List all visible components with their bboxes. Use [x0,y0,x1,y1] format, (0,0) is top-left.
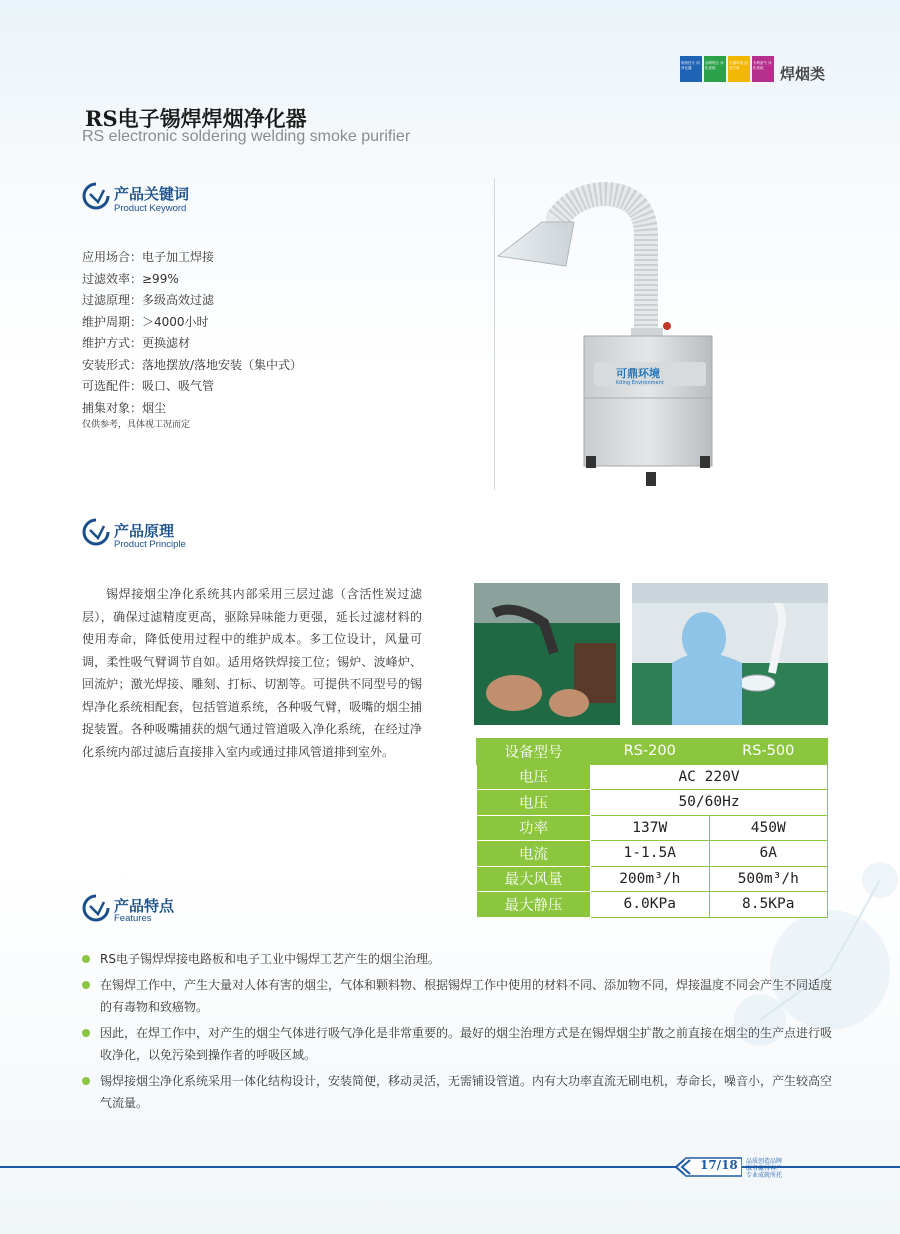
workshop-photo-1 [474,583,620,725]
badge-2: 油雾烟尘 净化系统 [704,56,726,82]
table-cell-label: 电流 [477,841,591,867]
keyword-item: 安装形式：落地摆放/落地安装（集中式） [82,357,303,372]
section-icon [80,516,112,548]
brand-badges [680,56,774,82]
slogan-line: 服务赢得客户 [746,1165,783,1172]
keyword-section-subtitle: Product Keyword [114,203,187,214]
table-header-cell: RS-200 [591,739,710,765]
table-row [477,892,828,918]
keyword-item: 可选配件：吸口、吸气管 [82,379,215,393]
keyword-item: 过滤效率：≥99% [82,271,179,286]
table-row [477,841,828,867]
table-cell-label: 电压 [477,790,591,816]
table-cell-value: 8.5KPa [709,892,828,918]
keyword-item: 维护周期：＞4000小时 [82,314,209,329]
slogan-line: 专业成就所托 [746,1172,783,1179]
table-cell-label: 最大风量 [477,866,591,892]
page-title: RS电子锡焊焊烟净化器 [85,106,307,131]
principle-section-title: 产品原理 [114,522,175,540]
feature-text: 锡焊接烟尘净化系统采用一体化结构设计，安装简便，移动灵活，无需铺设管道。内有大功率直流无刷电机，寿命长，噪音小，产生较高空气流量。 [100,1074,833,1110]
features-section-title: 产品特点 [114,897,175,915]
divider [494,178,495,490]
table-header-cell: 设备型号 [477,739,591,765]
table-cell-value: 137W [591,815,710,841]
feature-item [82,1022,834,1066]
table-row [477,815,828,841]
section-icon [80,892,112,924]
feature-text: 因此，在焊工作中，对产生的烟尘气体进行吸气净化是非常重要的。最好的烟尘治理方式是在锡焊烟尘扩散之前直接在烟尘的生产点进行吸收净化，以免污染到操作者的呼吸区域。 [100,1026,833,1062]
table-cell-label: 电压 [477,764,591,790]
page-subtitle: RS electronic soldering welding smoke purifier [82,128,411,145]
product-logo-sub: Kding Environment [616,380,664,386]
feature-text: RS电子锡焊焊接电路板和电子工业中锡焊工艺产生的烟尘治理。 [100,952,440,966]
spec-table [476,738,828,918]
category-label: 焊烟类 [780,65,826,83]
bullet-icon [82,955,90,963]
table-cell-value: 200m³/h [591,866,710,892]
keyword-item: 捕集对象：烟尘 [82,400,167,415]
feature-item [82,974,834,1018]
features-section-subtitle: Features [114,913,152,924]
badge-4: 专利废气 净化系统 [752,56,774,82]
table-row [477,866,828,892]
feature-text: 在锡焊工作中，产生大量对人体有害的烟尘，气体和颗料物、根据锡焊工作中使用的材料不同、添加物不同，焊接温度不同会产生不同适度的有毒物和致癌物。 [100,978,833,1014]
table-header-cell: RS-500 [709,739,828,765]
product-image [496,176,736,494]
badge-3: 无烟环境 创造专家 [728,56,750,82]
keyword-item: 应用场合：电子加工焊接 [82,250,215,264]
table-cell-value: 50/60Hz [591,790,828,816]
table-row [477,764,828,790]
page-number: 17/18 [700,1158,738,1172]
badge-1: 规则性专 项净化器 [680,56,702,82]
principle-text: 锡焊接烟尘净化系统其内部采用三层过滤（含活性炭过滤层），确保过滤精度更高，驱除异味能力更强，延长过滤材料的使用寿命，降低使用过程中的维护成本。多工位设计，风量可调，柔性吸气臂调节自如。适用烙铁焊接工位；锡炉、波峰炉、回流炉；激光焊接、雕刻、打标、切割等。可提供不同型号的锡焊净化系统相配套，包括管道系统，各种吸气臂，吸嘴的烟尘捕捉装置。各种吸嘴捕获的烟气通过管道吸入净化系统，在经过净化系统内部过滤后直接排入室内或通过排风管道排到室外。 [82,587,422,759]
table-cell-label: 功率 [477,815,591,841]
keyword-list [82,247,302,419]
table-header-row [477,739,828,765]
feature-item [82,948,834,970]
keyword-section-title: 产品关键词 [114,185,190,203]
bullet-icon [82,1077,90,1085]
keyword-note: 仅供参考，具体视工况而定 [82,420,191,430]
table-cell-value: AC 220V [591,764,828,790]
table-cell-value: 6.0KPa [591,892,710,918]
table-cell-value: 1-1.5A [591,841,710,867]
keyword-item: 过滤原理：多级高效过滤 [82,293,215,307]
table-cell-value: 6A [709,841,828,867]
features-list [82,948,834,1118]
table-cell-label: 最大静压 [477,892,591,918]
keyword-item: 维护方式：更换滤材 [82,336,191,350]
product-logo: 可鼎环境 [616,367,660,380]
bullet-icon [82,1029,90,1037]
bullet-icon [82,981,90,989]
table-cell-value: 500m³/h [709,866,828,892]
slogan-line: 品质创造品牌 [746,1158,783,1165]
table-cell-value: 450W [709,815,828,841]
feature-item [82,1070,834,1114]
table-row [477,790,828,816]
workshop-photo-2 [632,583,828,725]
section-icon [80,180,112,212]
footer-slogan [746,1158,806,1179]
principle-section-subtitle: Product Principle [114,539,186,550]
